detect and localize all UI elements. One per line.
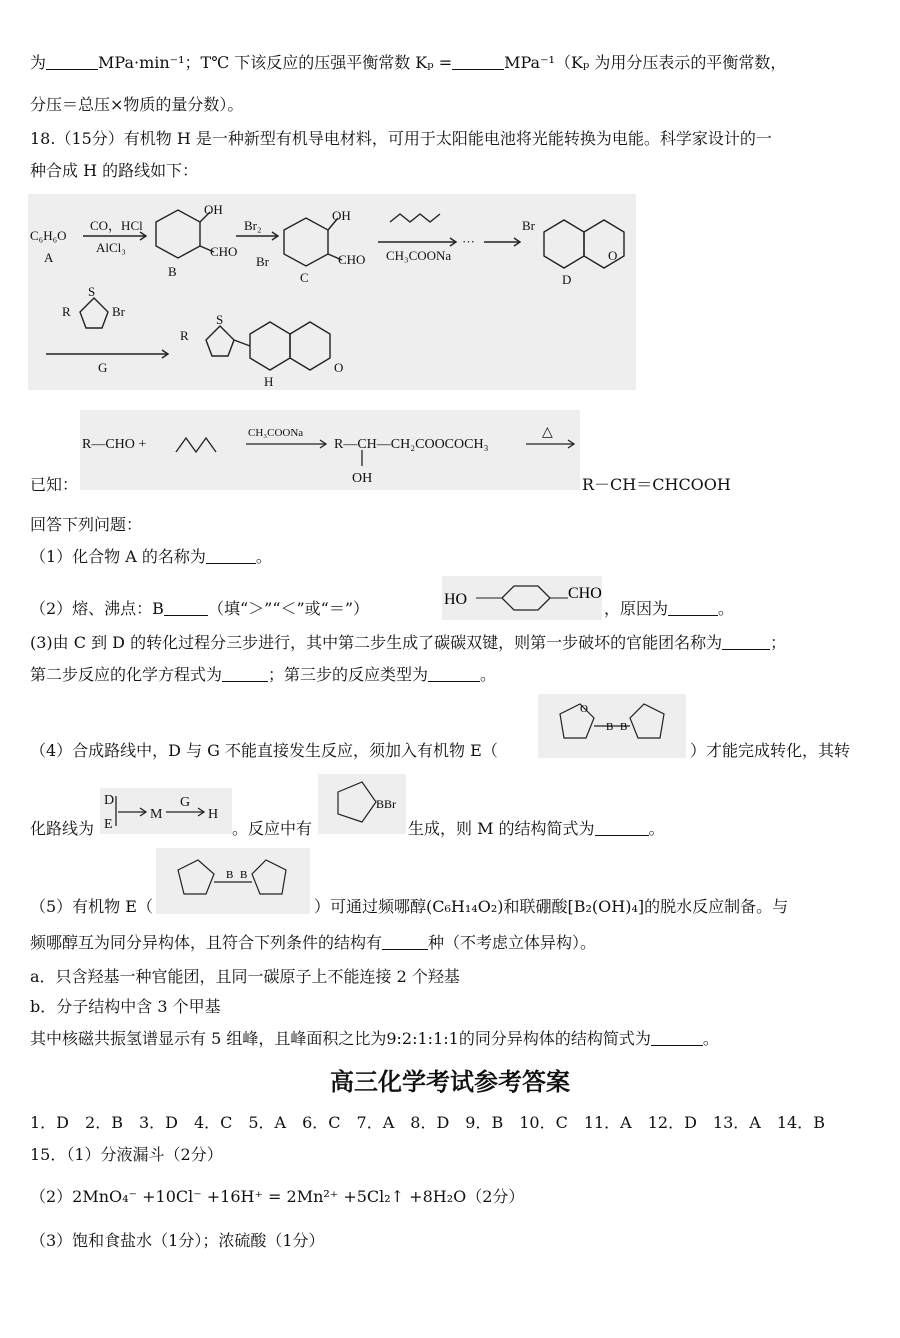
molecule-drawing <box>538 694 686 758</box>
text: ，原因为 <box>604 599 669 618</box>
reagent-3: CH₃COONa <box>386 248 452 263</box>
answer-blank <box>595 819 649 836</box>
H-O: O <box>334 360 344 375</box>
q18-intro-1: 18.（15分）有机物 H 是一种新型有机导电材料，可用于太阳能电池将光能转换为电能。科学家设计的一 <box>30 129 772 148</box>
known-product: R—CH—CH₂COOCOCH₃ <box>334 437 489 452</box>
answer-blank <box>206 547 256 564</box>
text: ）可通过频哪醇 <box>314 897 427 916</box>
answer-blank <box>222 665 268 682</box>
synthesis-route-scheme <box>28 194 636 390</box>
route-H: H <box>208 807 219 822</box>
answer-blank <box>428 665 480 682</box>
reagent-1-bottom: AlCl₃ <box>96 240 126 255</box>
reagent-1-top: CO，HCl <box>90 218 143 233</box>
molecule-drawing <box>156 848 310 914</box>
text: 生成，则 M 的结构简式为 <box>408 819 595 838</box>
answer-blank <box>722 633 770 650</box>
text: 种（不考虑立体异构）。 <box>428 933 597 952</box>
mol-CHO: CHO <box>568 585 602 602</box>
route-G: G <box>180 795 191 810</box>
part-5-line-1: （5）有机物 E（ <box>30 897 153 916</box>
reagent-2: Br₂ <box>244 218 262 233</box>
label-C: C <box>300 270 309 285</box>
text: （填“＞”“＜”或“＝”） <box>207 599 370 618</box>
answer-blank <box>651 1029 703 1046</box>
text: 其中核磁共振氢谱显示有 5 组峰，且峰面积之比为9:2:1:1:1的同分异构体的结构简式为 <box>30 1029 651 1048</box>
part-5-line-1b <box>314 896 788 918</box>
BBr-label: BBr <box>376 797 397 811</box>
B-CHO: CHO <box>210 244 238 259</box>
known-reaction-drawing <box>80 410 580 490</box>
answer-prompt: 回答下列问题： <box>30 515 143 534</box>
text: MPa·min⁻¹； <box>98 53 201 72</box>
q17-line-1 <box>30 52 786 74</box>
condition-a: a．只含羟基一种官能团，且同一碳原子上不能连接 2 个羟基 <box>30 967 460 986</box>
part-2-reason <box>604 598 734 620</box>
molecule-drawing <box>318 774 406 834</box>
route-D: D <box>104 793 115 808</box>
part-1 <box>30 546 272 568</box>
text: （4）合成路线中，D 与 G 不能直接发生反应，须加入有机物 E（ <box>30 741 498 760</box>
svg-text:B: B <box>606 721 614 733</box>
label-B: B <box>168 264 177 279</box>
known-product-oh: OH <box>352 471 373 486</box>
O-label: O <box>580 703 588 715</box>
q17-line-2: 分压＝总压×物质的量分数）。 <box>30 95 244 114</box>
part-4-line-2b: 。反应中有 <box>232 819 313 838</box>
known-reaction-image <box>80 410 580 490</box>
answer-blank <box>164 599 208 616</box>
text: 。 <box>255 547 272 566</box>
answer-blank <box>46 53 98 70</box>
known-reactant: R—CHO + <box>82 437 147 452</box>
known-label: 已知： <box>30 475 79 494</box>
part-4-line-1b: ）才能完成转化，其转 <box>690 741 851 760</box>
text: T℃ 下该反应的压强平衡常数 Kₚ = <box>200 53 453 72</box>
pinacol-formula: (C₆H₁₄O₂) <box>426 897 504 916</box>
label-G: G <box>98 360 108 375</box>
part-3-line-1 <box>30 632 786 654</box>
dots: ··· <box>462 234 475 249</box>
condition-b: b．分子结构中含 3 个甲基 <box>30 997 221 1016</box>
diboronic-acid-formula: [B₂(OH)₄] <box>567 897 645 916</box>
svg-text:B: B <box>226 869 234 881</box>
text: 。 <box>480 665 497 684</box>
D-Br: Br <box>522 218 535 233</box>
text: 。 <box>718 599 735 618</box>
G-Br: Br <box>112 304 125 319</box>
text: 。 <box>702 1029 719 1048</box>
part-5-line-2 <box>30 932 596 954</box>
part-3-line-2 <box>30 664 496 686</box>
compound-E-structure <box>538 694 686 758</box>
H-S: S <box>216 312 224 327</box>
answer-blank <box>452 53 504 70</box>
C-OH: OH <box>332 208 351 223</box>
known-final-product: R－CH＝CHCOOH <box>582 475 731 494</box>
answer-blank <box>382 933 428 950</box>
label-H: H <box>264 374 274 389</box>
answers-title: 高三化学考试参考答案 <box>330 1068 570 1096</box>
text: 第二步反应的化学方程式为 <box>30 665 223 684</box>
answer-blank <box>668 599 718 616</box>
svg-text:B: B <box>620 721 628 733</box>
text: （2）熔、沸点：B <box>30 599 164 618</box>
compound-A-formula: C₆H₆O <box>30 228 67 243</box>
part-4-line-1 <box>30 740 498 762</box>
part-5-line-3 <box>30 1028 719 1050</box>
text: (3)由 C 到 D 的转化过程分三步进行，其中第二步生成了碳碳双键，则第一步破坏的官能团名称为 <box>30 633 723 652</box>
text: 为 <box>30 53 47 72</box>
text: 的脱水反应制备。与 <box>644 897 789 916</box>
text: 。 <box>648 819 665 838</box>
known-reagent: CH₃COONa <box>248 427 304 439</box>
label-A: A <box>44 250 54 265</box>
part-4-line-2c <box>408 818 665 840</box>
B-OH: OH <box>204 202 223 217</box>
H-R: R <box>180 328 189 343</box>
svg-text:B: B <box>240 869 248 881</box>
q15-part-3: （3）饱和食盐水（1分）；浓硫酸（1分） <box>30 1231 325 1250</box>
mc-answers: 1．D 2．B 3．D 4．C 5．A 6．C 7．A 8．D 9．B 10．C 11．A 12．D 13．A 14．B <box>30 1113 825 1132</box>
part-4-line-2 <box>30 818 94 840</box>
text: 化路线为 <box>30 819 95 838</box>
heat-symbol: △ <box>542 425 553 440</box>
text: ；第三步的反应类型为 <box>268 665 429 684</box>
p-hydroxybenzaldehyde-structure <box>442 576 602 620</box>
C-Br: Br <box>256 254 269 269</box>
part-2 <box>30 598 369 620</box>
text: MPa⁻¹（Kₚ 为用分压表示的平衡常数， <box>504 53 787 72</box>
text: ； <box>770 633 787 652</box>
scheme-drawing <box>28 194 636 390</box>
compound-E-structure-2 <box>156 848 310 914</box>
C-CHO: CHO <box>338 252 366 267</box>
conversion-route <box>100 788 232 834</box>
route-E: E <box>104 817 113 832</box>
text: 和联硼酸 <box>503 897 568 916</box>
pinacol-bromoborane-structure <box>318 774 406 834</box>
mol-HO: HO <box>444 591 468 608</box>
q15-part-1: 15．（1）分液漏斗（2分） <box>30 1145 223 1164</box>
text: 频哪醇互为同分异构体，且符合下列条件的结构有 <box>30 933 383 952</box>
route-M: M <box>150 807 163 822</box>
q15-part-2: （2）2MnO₄⁻ +10Cl⁻ +16H⁺ = 2Mn²⁺ +5Cl₂↑ +8H₂O（2分） <box>30 1187 525 1206</box>
G-S: S <box>88 284 96 299</box>
text: （1）化合物 A 的名称为 <box>30 547 206 566</box>
D-O: O <box>608 248 618 263</box>
molecule-drawing <box>442 576 602 620</box>
route-drawing <box>100 788 232 834</box>
q18-intro-2: 种合成 H 的路线如下： <box>30 161 199 180</box>
label-D: D <box>562 272 572 287</box>
G-R: R <box>62 304 71 319</box>
